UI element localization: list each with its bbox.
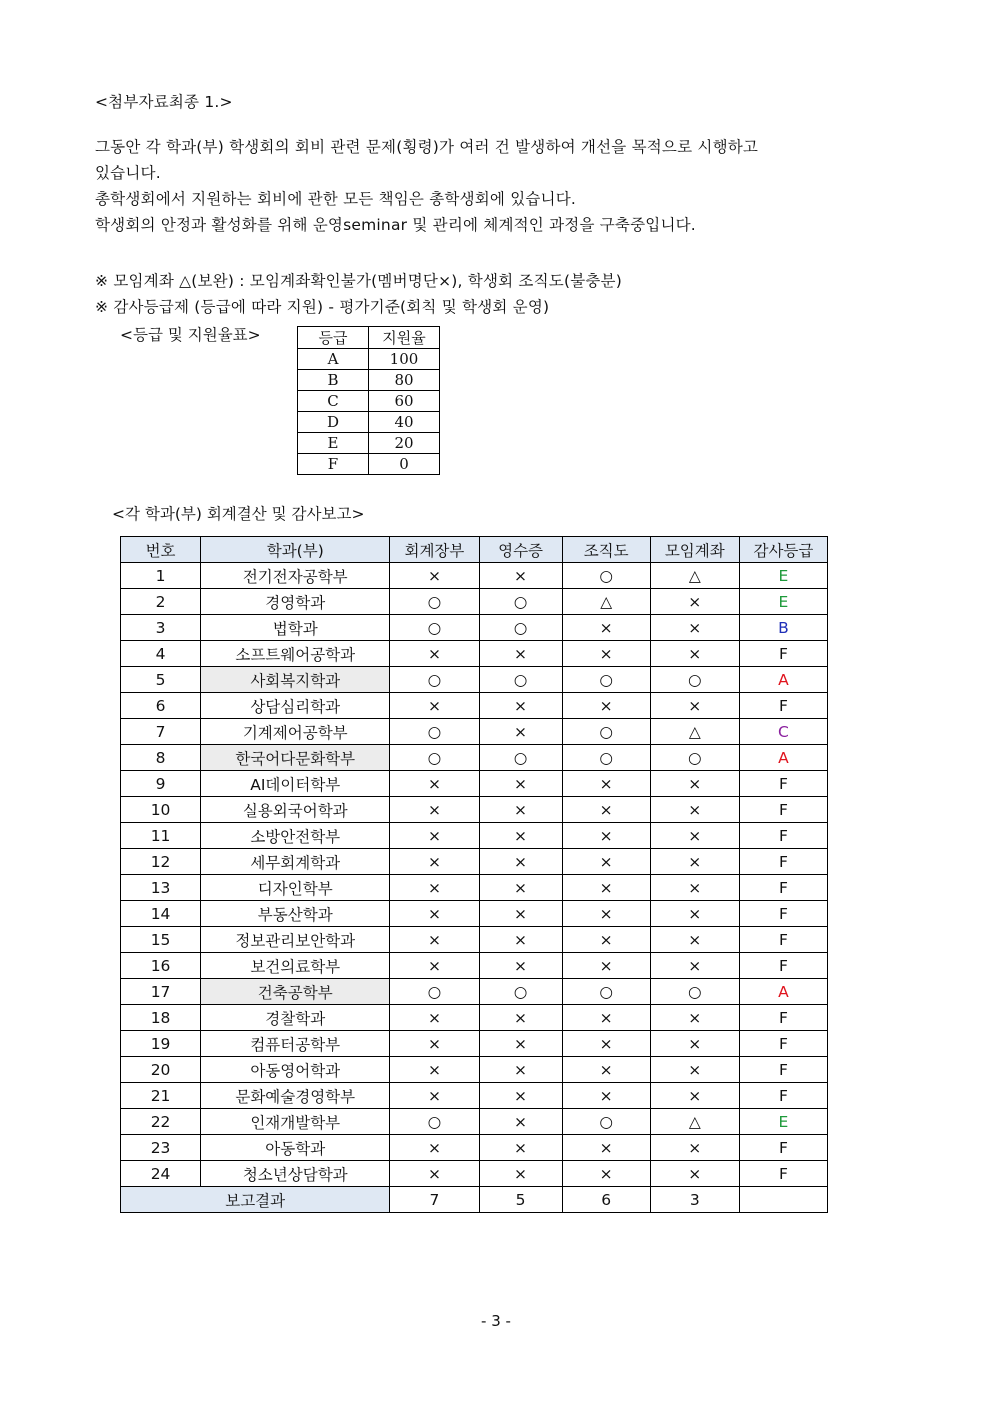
body-line: 총학생회에서 지원하는 회비에 관한 모든 책임은 총학생회에 있습니다. bbox=[95, 190, 577, 208]
support-rate-cell: 80 bbox=[369, 370, 440, 391]
audit-grade-cell: F bbox=[739, 1031, 827, 1057]
ledger-cell: ○ bbox=[390, 1109, 479, 1135]
total-group-account: 3 bbox=[650, 1187, 739, 1213]
ledger-cell: × bbox=[390, 1057, 479, 1083]
row-number-cell: 24 bbox=[121, 1161, 201, 1187]
header-ledger: 회계장부 bbox=[390, 537, 479, 563]
department-cell: 문화예술경영학부 bbox=[201, 1083, 390, 1109]
department-cell: 건축공학부 bbox=[201, 979, 390, 1005]
audit-table-row bbox=[121, 797, 828, 823]
audit-table-row bbox=[121, 719, 828, 745]
department-cell: 한국어다문화학부 bbox=[201, 745, 390, 771]
group-account-cell: △ bbox=[650, 563, 739, 589]
group-account-cell: ○ bbox=[650, 979, 739, 1005]
row-number-cell: 12 bbox=[121, 849, 201, 875]
grade-table-row bbox=[298, 391, 440, 412]
department-cell: 정보관리보안학과 bbox=[201, 927, 390, 953]
ledger-cell: × bbox=[390, 927, 479, 953]
receipt-cell: ○ bbox=[479, 745, 562, 771]
group-account-cell: ○ bbox=[650, 745, 739, 771]
receipt-cell: × bbox=[479, 1109, 562, 1135]
org-chart-cell: ○ bbox=[562, 1109, 650, 1135]
grade-support-table bbox=[297, 326, 440, 475]
receipt-cell: × bbox=[479, 563, 562, 589]
audit-table-row bbox=[121, 979, 828, 1005]
notes bbox=[95, 268, 622, 320]
body-line: 있습니다. bbox=[95, 164, 161, 182]
department-cell: 부동산학과 bbox=[201, 901, 390, 927]
audit-table-row bbox=[121, 927, 828, 953]
page-number: - 3 - bbox=[481, 1312, 511, 1330]
audit-grade-cell: F bbox=[739, 901, 827, 927]
department-cell: 기계제어공학부 bbox=[201, 719, 390, 745]
receipt-cell: × bbox=[479, 719, 562, 745]
grade-cell: C bbox=[298, 391, 369, 412]
audit-grade-cell: E bbox=[739, 563, 827, 589]
audit-table-row bbox=[121, 641, 828, 667]
row-number-cell: 20 bbox=[121, 1057, 201, 1083]
support-rate-cell: 40 bbox=[369, 412, 440, 433]
audit-report-table bbox=[120, 536, 828, 1213]
receipt-cell: × bbox=[479, 641, 562, 667]
ledger-cell: × bbox=[390, 953, 479, 979]
grade-table-row bbox=[298, 370, 440, 391]
receipt-cell: × bbox=[479, 823, 562, 849]
audit-grade-cell: F bbox=[739, 927, 827, 953]
receipt-cell: × bbox=[479, 797, 562, 823]
department-cell: 세무회계학과 bbox=[201, 849, 390, 875]
ledger-cell: × bbox=[390, 1005, 479, 1031]
row-number-cell: 21 bbox=[121, 1083, 201, 1109]
grade-table-caption: <등급 및 지원율표> bbox=[120, 326, 261, 344]
row-number-cell: 8 bbox=[121, 745, 201, 771]
audit-table-row bbox=[121, 667, 828, 693]
body-line: 그동안 각 학과(부) 학생회의 회비 관련 문제(횡령)가 여러 건 발생하여 개선을 목적으로 시행하고 bbox=[95, 138, 759, 156]
ledger-cell: × bbox=[390, 875, 479, 901]
ledger-cell: ○ bbox=[390, 589, 479, 615]
audit-table-row bbox=[121, 823, 828, 849]
group-account-cell: × bbox=[650, 1031, 739, 1057]
department-cell: 아동학과 bbox=[201, 1135, 390, 1161]
audit-grade-cell: F bbox=[739, 1161, 827, 1187]
receipt-cell: × bbox=[479, 901, 562, 927]
row-number-cell: 3 bbox=[121, 615, 201, 641]
audit-grade-cell: F bbox=[739, 1057, 827, 1083]
row-number-cell: 16 bbox=[121, 953, 201, 979]
department-cell: 컴퓨터공학부 bbox=[201, 1031, 390, 1057]
org-chart-cell: × bbox=[562, 901, 650, 927]
support-rate-cell: 20 bbox=[369, 433, 440, 454]
grade-cell: E bbox=[298, 433, 369, 454]
total-label: 보고결과 bbox=[121, 1187, 390, 1213]
grade-header-cell: 등급 bbox=[298, 327, 369, 349]
receipt-cell: × bbox=[479, 1005, 562, 1031]
row-number-cell: 19 bbox=[121, 1031, 201, 1057]
header-group-account: 모임계좌 bbox=[650, 537, 739, 563]
row-number-cell: 18 bbox=[121, 1005, 201, 1031]
audit-table-row bbox=[121, 1057, 828, 1083]
note-line: ※ 모임계좌 △(보완) : 모임계좌확인불가(멤버명단×), 학생회 조직도(불충분) bbox=[95, 272, 622, 290]
audit-table-row bbox=[121, 875, 828, 901]
department-cell: 사회복지학과 bbox=[201, 667, 390, 693]
audit-table-row bbox=[121, 849, 828, 875]
org-chart-cell: × bbox=[562, 849, 650, 875]
ledger-cell: × bbox=[390, 797, 479, 823]
audit-table-caption: <각 학과(부) 회계결산 및 감사보고> bbox=[112, 505, 365, 523]
row-number-cell: 11 bbox=[121, 823, 201, 849]
receipt-cell: ○ bbox=[479, 589, 562, 615]
row-number-cell: 6 bbox=[121, 693, 201, 719]
attachment-heading: <첨부자료최종 1.> bbox=[95, 93, 233, 111]
grade-cell: D bbox=[298, 412, 369, 433]
department-cell: 인재개발학부 bbox=[201, 1109, 390, 1135]
ledger-cell: ○ bbox=[390, 615, 479, 641]
grade-table-header-row bbox=[298, 327, 440, 349]
row-number-cell: 23 bbox=[121, 1135, 201, 1161]
row-number-cell: 13 bbox=[121, 875, 201, 901]
row-number-cell: 5 bbox=[121, 667, 201, 693]
org-chart-cell: × bbox=[562, 1031, 650, 1057]
header-department: 학과(부) bbox=[201, 537, 390, 563]
ledger-cell: × bbox=[390, 1083, 479, 1109]
note-line: ※ 감사등급제 (등급에 따라 지원) - 평가기준(회칙 및 학생회 운영) bbox=[95, 298, 550, 316]
org-chart-cell: × bbox=[562, 693, 650, 719]
org-chart-cell: × bbox=[562, 771, 650, 797]
row-number-cell: 2 bbox=[121, 589, 201, 615]
department-cell: AI데이터학부 bbox=[201, 771, 390, 797]
department-cell: 법학과 bbox=[201, 615, 390, 641]
row-number-cell: 7 bbox=[121, 719, 201, 745]
audit-table-row bbox=[121, 563, 828, 589]
org-chart-cell: × bbox=[562, 1057, 650, 1083]
receipt-cell: × bbox=[479, 1031, 562, 1057]
ledger-cell: ○ bbox=[390, 667, 479, 693]
ledger-cell: × bbox=[390, 849, 479, 875]
audit-grade-cell: E bbox=[739, 1109, 827, 1135]
department-cell: 경찰학과 bbox=[201, 1005, 390, 1031]
ledger-cell: ○ bbox=[390, 979, 479, 1005]
department-cell: 상담심리학과 bbox=[201, 693, 390, 719]
department-cell: 실용외국어학과 bbox=[201, 797, 390, 823]
receipt-cell: ○ bbox=[479, 667, 562, 693]
body-text bbox=[95, 134, 758, 238]
group-account-cell: × bbox=[650, 1161, 739, 1187]
audit-grade-cell: F bbox=[739, 823, 827, 849]
audit-table-row bbox=[121, 745, 828, 771]
body-line: 학생회의 안정과 활성화를 위해 운영seminar 및 관리에 체계적인 과정을 구축중입니다. bbox=[95, 216, 696, 234]
department-cell: 전기전자공학부 bbox=[201, 563, 390, 589]
grade-cell: B bbox=[298, 370, 369, 391]
group-account-cell: × bbox=[650, 589, 739, 615]
audit-table-row bbox=[121, 1031, 828, 1057]
row-number-cell: 17 bbox=[121, 979, 201, 1005]
group-account-cell: × bbox=[650, 771, 739, 797]
audit-grade-cell: A bbox=[739, 667, 827, 693]
row-number-cell: 1 bbox=[121, 563, 201, 589]
department-cell: 디자인학부 bbox=[201, 875, 390, 901]
header-receipt: 영수증 bbox=[479, 537, 562, 563]
support-rate-header-cell: 지원율 bbox=[369, 327, 440, 349]
org-chart-cell: × bbox=[562, 927, 650, 953]
department-cell: 청소년상담학과 bbox=[201, 1161, 390, 1187]
audit-table-header-row bbox=[121, 537, 828, 563]
audit-grade-cell: F bbox=[739, 771, 827, 797]
audit-grade-cell: F bbox=[739, 1083, 827, 1109]
audit-grade-cell: C bbox=[739, 719, 827, 745]
group-account-cell: × bbox=[650, 797, 739, 823]
group-account-cell: × bbox=[650, 615, 739, 641]
row-number-cell: 15 bbox=[121, 927, 201, 953]
department-cell: 소방안전학부 bbox=[201, 823, 390, 849]
org-chart-cell: ○ bbox=[562, 563, 650, 589]
receipt-cell: × bbox=[479, 875, 562, 901]
org-chart-cell: × bbox=[562, 641, 650, 667]
total-receipt: 5 bbox=[479, 1187, 562, 1213]
support-rate-cell: 100 bbox=[369, 349, 440, 370]
group-account-cell: × bbox=[650, 823, 739, 849]
audit-grade-cell: F bbox=[739, 849, 827, 875]
audit-grade-cell: F bbox=[739, 875, 827, 901]
audit-table-row bbox=[121, 1109, 828, 1135]
audit-table-row bbox=[121, 693, 828, 719]
receipt-cell: × bbox=[479, 771, 562, 797]
group-account-cell: × bbox=[650, 1005, 739, 1031]
audit-table-row bbox=[121, 1135, 828, 1161]
group-account-cell: × bbox=[650, 901, 739, 927]
ledger-cell: × bbox=[390, 563, 479, 589]
ledger-cell: × bbox=[390, 823, 479, 849]
receipt-cell: × bbox=[479, 693, 562, 719]
group-account-cell: × bbox=[650, 1057, 739, 1083]
total-ledger: 7 bbox=[390, 1187, 479, 1213]
grade-table-row bbox=[298, 454, 440, 475]
audit-table-row bbox=[121, 589, 828, 615]
grade-table-row bbox=[298, 412, 440, 433]
audit-table-row bbox=[121, 953, 828, 979]
org-chart-cell: × bbox=[562, 823, 650, 849]
org-chart-cell: × bbox=[562, 1161, 650, 1187]
receipt-cell: ○ bbox=[479, 979, 562, 1005]
audit-grade-cell: F bbox=[739, 641, 827, 667]
group-account-cell: × bbox=[650, 693, 739, 719]
ledger-cell: × bbox=[390, 641, 479, 667]
org-chart-cell: × bbox=[562, 1135, 650, 1161]
row-number-cell: 4 bbox=[121, 641, 201, 667]
department-cell: 경영학과 bbox=[201, 589, 390, 615]
group-account-cell: × bbox=[650, 953, 739, 979]
receipt-cell: × bbox=[479, 1057, 562, 1083]
ledger-cell: × bbox=[390, 1161, 479, 1187]
group-account-cell: △ bbox=[650, 719, 739, 745]
ledger-cell: × bbox=[390, 1135, 479, 1161]
org-chart-cell: ○ bbox=[562, 745, 650, 771]
ledger-cell: × bbox=[390, 771, 479, 797]
audit-grade-cell: B bbox=[739, 615, 827, 641]
org-chart-cell: ○ bbox=[562, 667, 650, 693]
support-rate-cell: 0 bbox=[369, 454, 440, 475]
group-account-cell: × bbox=[650, 849, 739, 875]
header-number: 번호 bbox=[121, 537, 201, 563]
org-chart-cell: ○ bbox=[562, 979, 650, 1005]
row-number-cell: 22 bbox=[121, 1109, 201, 1135]
audit-grade-cell: A bbox=[739, 745, 827, 771]
department-cell: 소프트웨어공학과 bbox=[201, 641, 390, 667]
audit-table-row bbox=[121, 1083, 828, 1109]
audit-grade-cell: F bbox=[739, 1135, 827, 1161]
grade-cell: A bbox=[298, 349, 369, 370]
ledger-cell: ○ bbox=[390, 719, 479, 745]
grade-cell: F bbox=[298, 454, 369, 475]
receipt-cell: × bbox=[479, 1161, 562, 1187]
audit-table-row bbox=[121, 901, 828, 927]
grade-table-row bbox=[298, 433, 440, 454]
audit-table-row bbox=[121, 615, 828, 641]
receipt-cell: × bbox=[479, 953, 562, 979]
ledger-cell: × bbox=[390, 901, 479, 927]
grade-table-body bbox=[298, 349, 440, 475]
receipt-cell: × bbox=[479, 849, 562, 875]
row-number-cell: 10 bbox=[121, 797, 201, 823]
audit-table-row bbox=[121, 771, 828, 797]
group-account-cell: × bbox=[650, 641, 739, 667]
audit-grade-cell: F bbox=[739, 797, 827, 823]
group-account-cell: × bbox=[650, 875, 739, 901]
group-account-cell: × bbox=[650, 1083, 739, 1109]
org-chart-cell: × bbox=[562, 875, 650, 901]
org-chart-cell: × bbox=[562, 797, 650, 823]
total-org-chart: 6 bbox=[562, 1187, 650, 1213]
department-cell: 아동영어학과 bbox=[201, 1057, 390, 1083]
ledger-cell: ○ bbox=[390, 745, 479, 771]
receipt-cell: × bbox=[479, 1083, 562, 1109]
support-rate-cell: 60 bbox=[369, 391, 440, 412]
audit-table-row bbox=[121, 1005, 828, 1031]
receipt-cell: ○ bbox=[479, 615, 562, 641]
org-chart-cell: △ bbox=[562, 589, 650, 615]
group-account-cell: ○ bbox=[650, 667, 739, 693]
audit-grade-cell: F bbox=[739, 953, 827, 979]
audit-grade-cell: F bbox=[739, 1005, 827, 1031]
org-chart-cell: ○ bbox=[562, 719, 650, 745]
ledger-cell: × bbox=[390, 693, 479, 719]
org-chart-cell: × bbox=[562, 1005, 650, 1031]
header-org-chart: 조직도 bbox=[562, 537, 650, 563]
group-account-cell: △ bbox=[650, 1109, 739, 1135]
header-audit-grade: 감사등급 bbox=[739, 537, 827, 563]
total-audit-grade bbox=[739, 1187, 827, 1213]
grade-table-row bbox=[298, 349, 440, 370]
audit-total-row bbox=[121, 1187, 828, 1213]
audit-table-body bbox=[121, 563, 828, 1187]
receipt-cell: × bbox=[479, 1135, 562, 1161]
group-account-cell: × bbox=[650, 927, 739, 953]
audit-grade-cell: A bbox=[739, 979, 827, 1005]
audit-table-row bbox=[121, 1161, 828, 1187]
receipt-cell: × bbox=[479, 927, 562, 953]
ledger-cell: × bbox=[390, 1031, 479, 1057]
org-chart-cell: × bbox=[562, 953, 650, 979]
row-number-cell: 14 bbox=[121, 901, 201, 927]
group-account-cell: × bbox=[650, 1135, 739, 1161]
audit-grade-cell: F bbox=[739, 693, 827, 719]
org-chart-cell: × bbox=[562, 615, 650, 641]
org-chart-cell: × bbox=[562, 1083, 650, 1109]
audit-grade-cell: E bbox=[739, 589, 827, 615]
row-number-cell: 9 bbox=[121, 771, 201, 797]
department-cell: 보건의료학부 bbox=[201, 953, 390, 979]
